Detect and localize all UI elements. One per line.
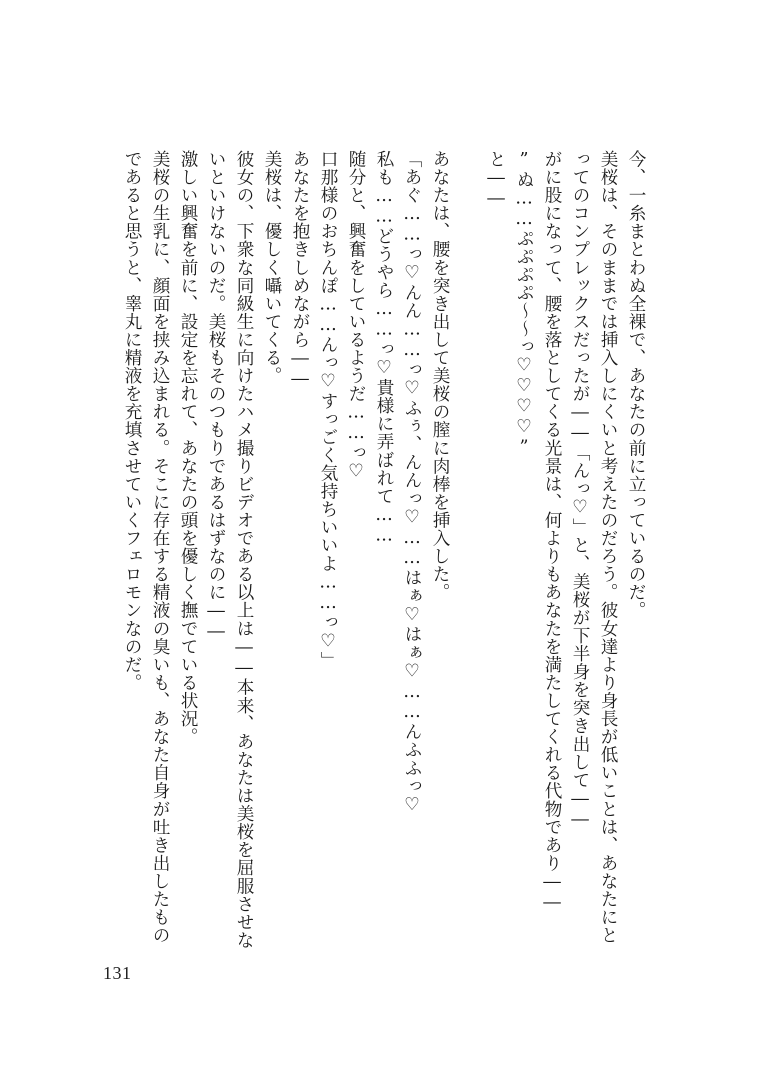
text-column: ってのコンプレックスだったが――「んっ♡」と、美桜が下半身を突き出して―― <box>570 150 590 830</box>
text-column: 私も……どうやら……っ♡貴様に弄ばれて…… <box>374 150 394 546</box>
text-column <box>453 150 483 950</box>
text-column: 美桜は、優しく囁いてくる。 <box>262 150 282 385</box>
text-column: あなたは、腰を突き出して美桜の膣に肉棒を挿入した。 <box>430 150 450 602</box>
text-column: 美桜は、そのままでは挿入しにくいと考えたのだろう。彼女達より身長が低いことは、あなたにと <box>598 150 618 945</box>
text-column: 彼女の、下衆な同級生に向けたハメ撮りビデオである以上は――本来、あなたは美桜を屈服させな <box>234 150 254 949</box>
text-column: 美桜の生乳に、顔面を挟み込まれる。そこに存在する精液の臭いも、あなた自身が吐き出したもの <box>150 150 170 945</box>
page-number: 131 <box>103 963 132 983</box>
text-column: 激しい興奮を前に、設定を忘れて、あなたの頭を優しく撫でている状況。 <box>178 150 198 746</box>
text-column: 今、一糸まとわぬ全裸で、あなたの前に立っているのだ。 <box>626 150 646 620</box>
text-column: 「あぐ……っ♡んん……っ♡ふぅ、んんっ♡……はぁ♡はぁ♡……んふふっ♡ <box>402 150 422 816</box>
text-column: がに股になって、腰を落としてくる光景は、何よりもあなたを満たしてくれる代物であり―― <box>542 150 562 913</box>
text-column: 随分と、興奮をしているようだ……っ♡ <box>346 150 366 483</box>
text-column: いといけないのだ。美桜もそのつもりであるはずなのに―― <box>206 150 226 643</box>
text-column: あなたを抱きしめながら―― <box>290 150 310 390</box>
text-column: ”ぬ……ぷぷぷぷ～～っ♡♡♡♡” <box>514 150 534 458</box>
text-column: 口那様のおちんぽ……んっ♡すっごく気持ちいいよ……っ♡」 <box>318 150 338 670</box>
text-column: であると思うと、睾丸に精液を充填させていくフェロモンなのだ。 <box>122 150 142 692</box>
text-column: と―― <box>486 150 506 209</box>
